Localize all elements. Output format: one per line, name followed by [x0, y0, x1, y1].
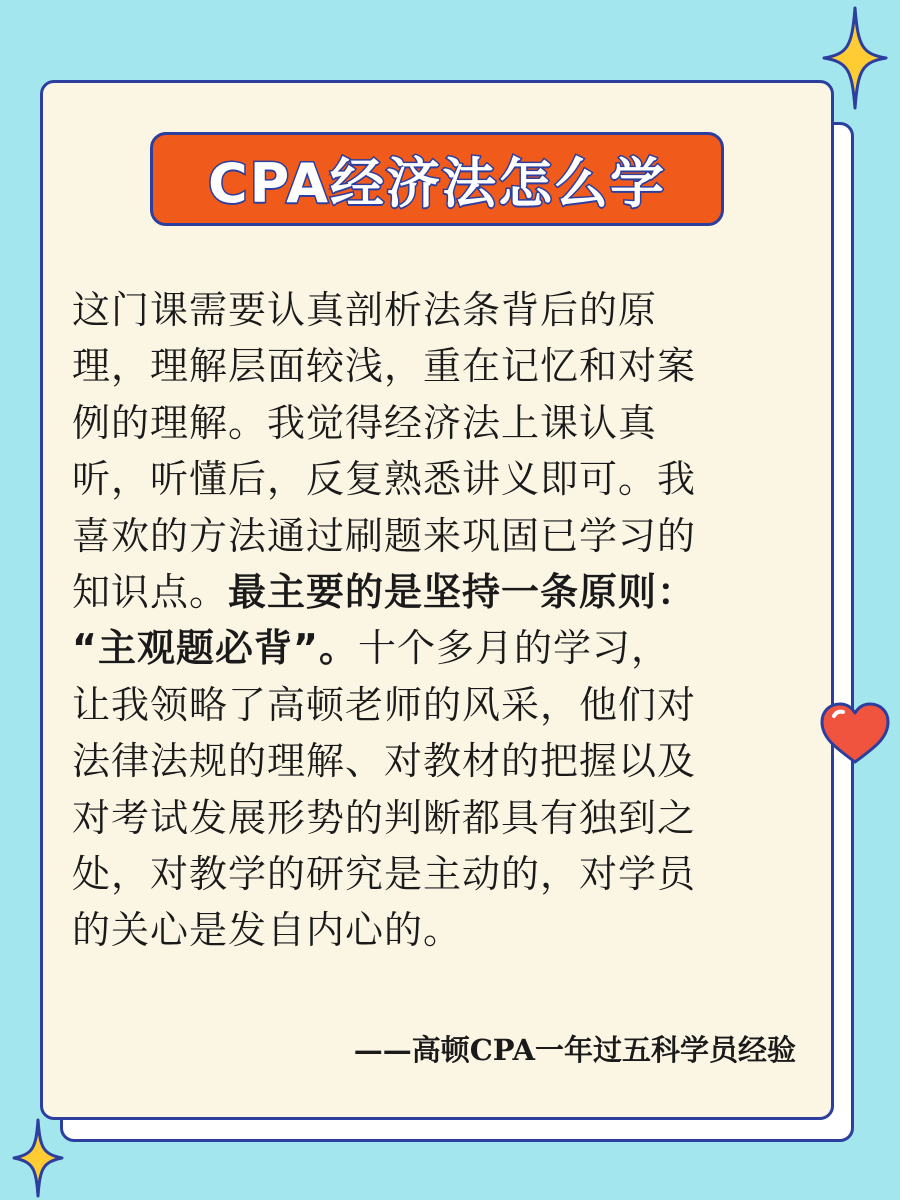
sparkle-icon	[822, 6, 888, 110]
title-banner	[150, 132, 724, 226]
body-text-segment: 听，听懂后，反复熟悉讲义即可。我	[72, 457, 697, 502]
body-text-segment: 理，理解层面较浅，重在记忆和对案	[72, 344, 697, 389]
body-text-segment: 让我领略了高顿老师的风采，他们对	[72, 682, 697, 727]
emphasis-text: 最主要的是坚持一条原则：	[228, 570, 697, 615]
body-line	[72, 790, 802, 846]
body-text-segment: 例的理解。我觉得经济法上课认真	[72, 400, 658, 445]
body-line	[72, 733, 802, 789]
body-text-segment: 法律法规的理解、对教材的把握以及	[72, 739, 697, 784]
testimonial-body	[72, 282, 802, 959]
body-text-segment: 对考试发展形势的判断都具有独到之	[72, 795, 697, 840]
body-text-segment: 处，对教学的研究是主动的，对学员	[72, 852, 697, 897]
body-line	[72, 451, 802, 507]
body-line	[72, 902, 802, 958]
page-title: CPA经济法怎么学	[207, 151, 667, 215]
body-line	[72, 395, 802, 451]
body-text-segment: 这门课需要认真剖析法条背后的原	[72, 288, 658, 332]
body-line	[72, 508, 802, 564]
body-line	[72, 846, 802, 902]
heart-icon	[818, 700, 892, 766]
body-text-segment: 喜欢的方法通过刷题来巩固已学习的	[72, 513, 697, 558]
emphasis-text: “主观题必背”。	[72, 626, 358, 671]
body-line	[72, 282, 802, 338]
body-line	[72, 564, 802, 620]
body-line	[72, 677, 802, 733]
body-text-segment: 知识点。	[72, 570, 229, 615]
body-line	[72, 620, 802, 676]
body-text-segment: 十个多月的学习，	[357, 626, 670, 671]
sparkle-icon	[12, 1118, 64, 1198]
body-line	[72, 338, 802, 394]
signature-line: ——高顿CPA一年过五科学员经验	[353, 1033, 796, 1067]
body-text-segment: 的关心是发自内心的。	[72, 908, 463, 953]
